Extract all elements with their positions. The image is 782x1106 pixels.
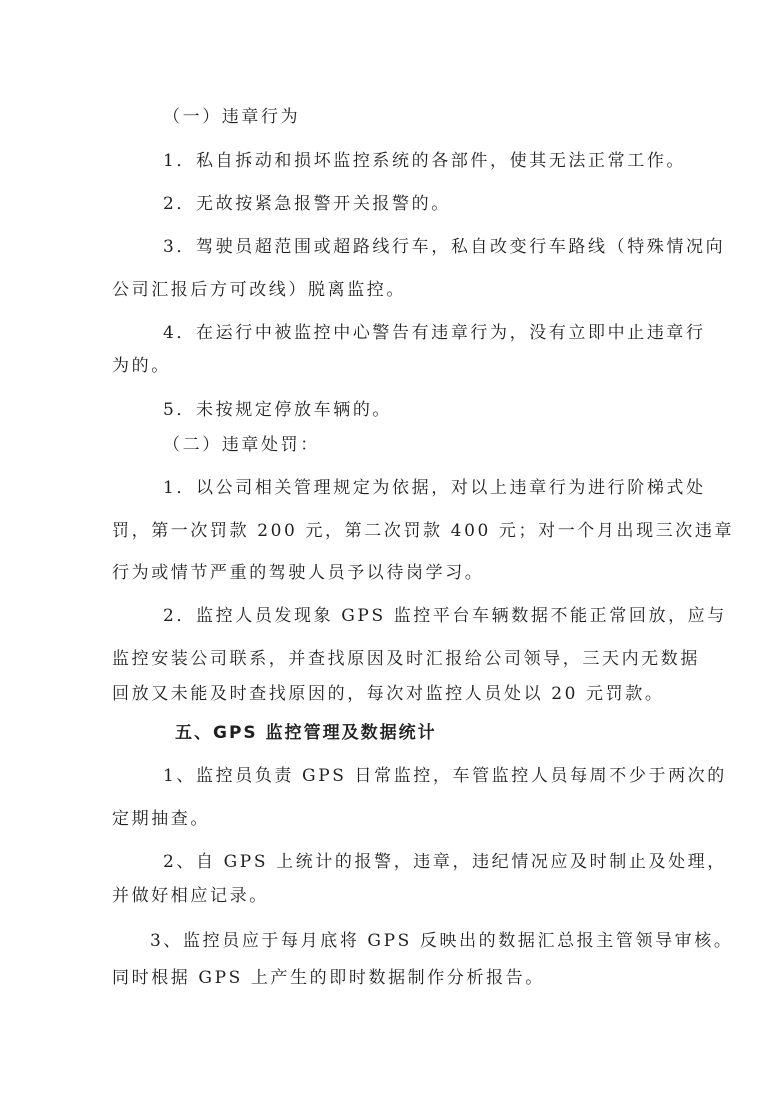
paragraph-line: 2．无故按紧急报警开关报警的。 (163, 194, 451, 214)
paragraph-line: 并做好相应记录。 (112, 886, 269, 906)
paragraph-line: 5．未按规定停放车辆的。 (163, 400, 393, 420)
paragraph-line: 2、自 GPS 上统计的报警，违章，违纪情况应及时制止及处理， (163, 852, 727, 872)
paragraph-line: 定期抽查。 (112, 809, 210, 829)
section-heading-violations: （一）违章行为 (163, 107, 301, 127)
paragraph-line: 同时根据 GPS 上产生的即时数据制作分析报告。 (112, 968, 545, 988)
paragraph-line: 回放又未能及时查找原因的，每次对监控人员处以 20 元罚款。 (112, 684, 665, 704)
paragraph-line: 3、监控员应于每月底将 GPS 反映出的数据汇总报主管领导审核。 (150, 931, 734, 951)
paragraph-line: 2．监控人员发现象 GPS 监控平台车辆数据不能正常回放，应与 (163, 606, 727, 626)
paragraph-line: 1．私自拆动和损坏监控系统的各部件，使其无法正常工作。 (163, 151, 687, 171)
paragraph-line: 罚，第一次罚款 200 元，第二次罚款 400 元；对一个月出现三次违章 (112, 521, 735, 541)
section-heading-penalties: （二）违章处罚： (163, 435, 320, 455)
paragraph-line: 4．在运行中被监控中心警告有违章行为，没有立即中止违章行 (163, 323, 706, 343)
paragraph-line: 1、监控员负责 GPS 日常监控，车管监控人员每周不少于两次的 (163, 766, 727, 786)
paragraph-line: 1．以公司相关管理规定为依据，对以上违章行为进行阶梯式处 (163, 478, 706, 498)
paragraph-line: 3．驾驶员超范围或超路线行车，私自改变行车路线（特殊情况向 (163, 237, 726, 257)
paragraph-line: 行为或情节严重的驾驶人员予以待岗学习。 (112, 563, 485, 583)
paragraph-line: 为的。 (112, 356, 171, 376)
paragraph-line: 公司汇报后方可改线）脱离监控。 (112, 280, 406, 300)
paragraph-line: 监控安装公司联系，并查找原因及时汇报给公司领导，三天内无数据 (112, 649, 700, 669)
section-heading-gps: 五、GPS 监控管理及数据统计 (175, 723, 437, 743)
